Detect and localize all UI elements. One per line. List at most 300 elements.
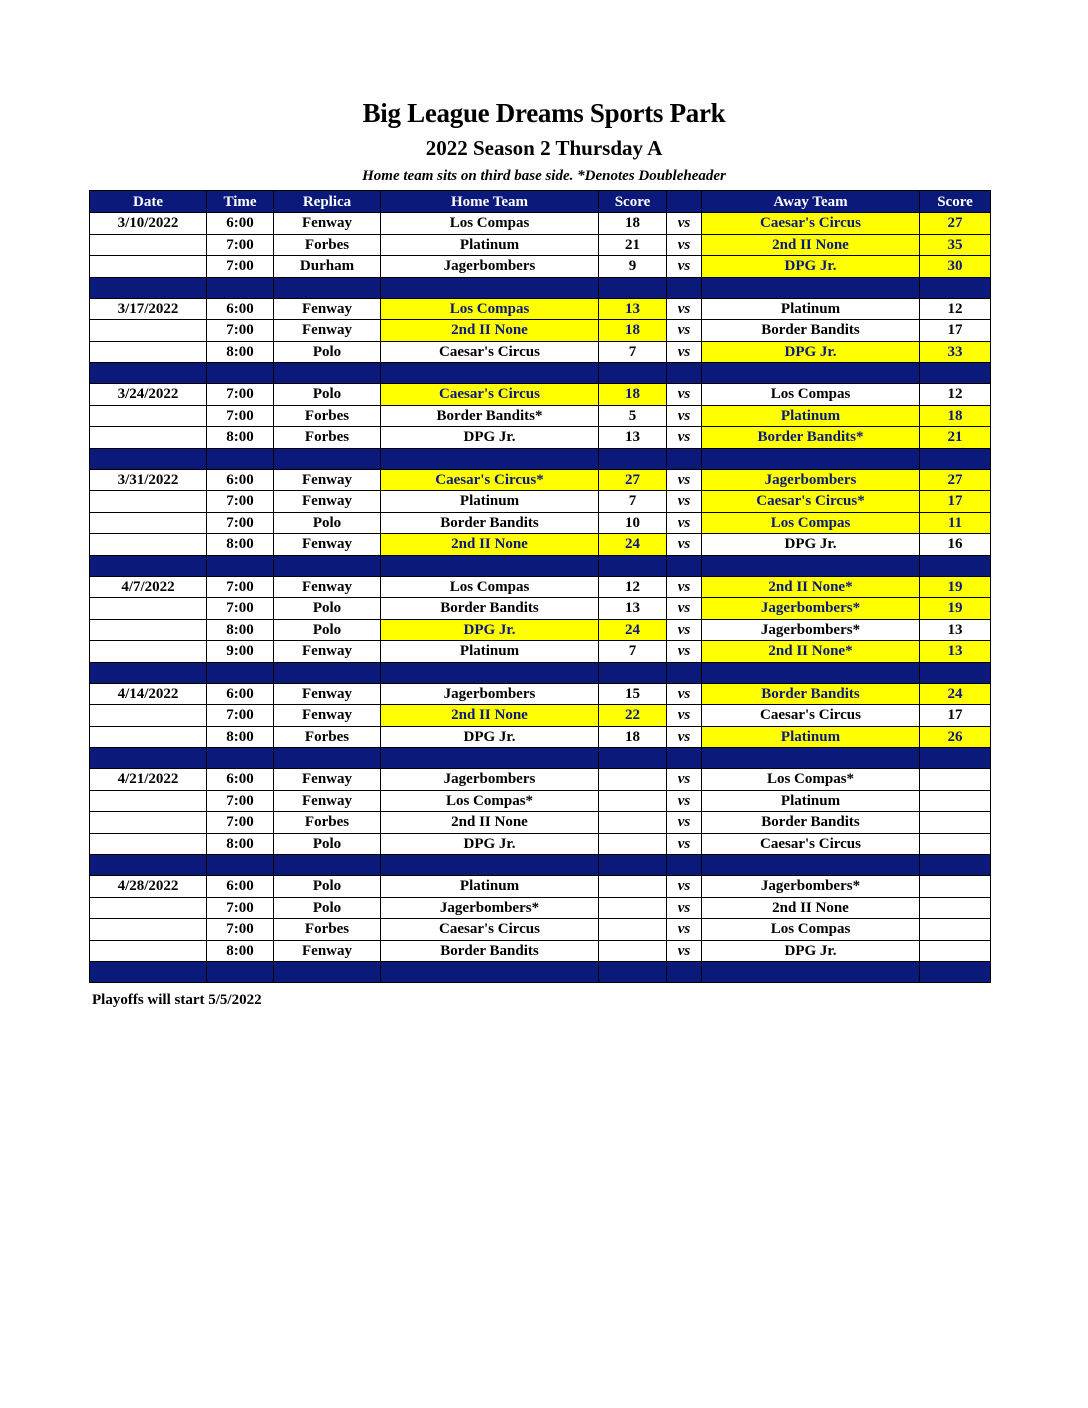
game-field: Polo (274, 341, 381, 363)
game-row (90, 213, 991, 235)
away-score: 18 (920, 405, 991, 427)
home-team: Jagerbombers (381, 683, 599, 705)
game-time: 7:00 (207, 812, 274, 834)
separator-cell (207, 555, 274, 576)
game-row (90, 405, 991, 427)
game-row (90, 726, 991, 748)
vs-label: vs (667, 769, 702, 791)
col-header-home-team: Home Team (381, 191, 599, 213)
away-team: Platinum (702, 726, 920, 748)
game-row (90, 812, 991, 834)
separator-cell (274, 363, 381, 384)
game-time: 7:00 (207, 598, 274, 620)
game-row (90, 491, 991, 513)
away-score: 19 (920, 598, 991, 620)
separator-cell (599, 962, 667, 983)
footer-note: Playoffs will start 5/5/2022 (92, 992, 262, 1008)
vs-label: vs (667, 598, 702, 620)
game-field: Polo (274, 619, 381, 641)
vs-label: vs (667, 469, 702, 491)
away-score: 21 (920, 427, 991, 449)
separator-cell (207, 363, 274, 384)
game-time: 6:00 (207, 683, 274, 705)
home-score: 22 (599, 705, 667, 727)
separator-cell (702, 277, 920, 298)
separator-cell (702, 448, 920, 469)
game-date-empty (90, 641, 207, 663)
game-time: 7:00 (207, 491, 274, 513)
game-field: Durham (274, 256, 381, 278)
home-team: 2nd II None (381, 320, 599, 342)
game-field: Forbes (274, 919, 381, 941)
separator-cell (920, 748, 991, 769)
separator-cell (599, 555, 667, 576)
home-team: 2nd II None (381, 812, 599, 834)
away-score: 12 (920, 384, 991, 406)
vs-label: vs (667, 384, 702, 406)
away-score: 33 (920, 341, 991, 363)
home-score (599, 833, 667, 855)
home-score: 27 (599, 469, 667, 491)
home-team: Border Bandits (381, 598, 599, 620)
game-time: 7:00 (207, 790, 274, 812)
vs-label: vs (667, 641, 702, 663)
home-team: Border Bandits (381, 512, 599, 534)
game-date: 3/24/2022 (90, 384, 207, 406)
vs-label: vs (667, 940, 702, 962)
vs-label: vs (667, 427, 702, 449)
home-team: 2nd II None (381, 534, 599, 556)
game-field: Fenway (274, 683, 381, 705)
away-score (920, 833, 991, 855)
game-field: Polo (274, 384, 381, 406)
separator-cell (920, 855, 991, 876)
separator-cell (381, 855, 599, 876)
game-date-empty (90, 897, 207, 919)
away-team: Los Compas (702, 919, 920, 941)
vs-label: vs (667, 341, 702, 363)
away-score: 12 (920, 298, 991, 320)
week-separator (90, 662, 991, 683)
game-time: 8:00 (207, 940, 274, 962)
game-field: Fenway (274, 491, 381, 513)
game-field: Polo (274, 598, 381, 620)
away-score: 27 (920, 469, 991, 491)
away-score: 19 (920, 576, 991, 598)
game-time: 7:00 (207, 320, 274, 342)
game-field: Forbes (274, 726, 381, 748)
game-time: 6:00 (207, 876, 274, 898)
away-score (920, 940, 991, 962)
game-row (90, 940, 991, 962)
separator-cell (702, 363, 920, 384)
home-score: 13 (599, 427, 667, 449)
away-team: Jagerbombers* (702, 619, 920, 641)
vs-label: vs (667, 576, 702, 598)
separator-cell (702, 748, 920, 769)
home-team: Platinum (381, 876, 599, 898)
home-team: Caesar's Circus* (381, 469, 599, 491)
separator-cell (667, 662, 702, 683)
game-time: 7:00 (207, 705, 274, 727)
separator-cell (702, 962, 920, 983)
home-team: Caesar's Circus (381, 384, 599, 406)
home-score (599, 919, 667, 941)
away-team: DPG Jr. (702, 341, 920, 363)
home-team: Jagerbombers (381, 769, 599, 791)
home-team: Jagerbombers* (381, 897, 599, 919)
separator-cell (207, 662, 274, 683)
game-time: 8:00 (207, 833, 274, 855)
home-score: 12 (599, 576, 667, 598)
separator-cell (274, 748, 381, 769)
separator-cell (667, 855, 702, 876)
game-time: 7:00 (207, 405, 274, 427)
away-team: Platinum (702, 298, 920, 320)
separator-cell (920, 448, 991, 469)
home-score: 18 (599, 384, 667, 406)
away-team: Border Bandits (702, 812, 920, 834)
separator-cell (90, 855, 207, 876)
game-date: 3/17/2022 (90, 298, 207, 320)
away-score (920, 919, 991, 941)
away-team: 2nd II None* (702, 576, 920, 598)
game-field: Fenway (274, 320, 381, 342)
separator-cell (90, 555, 207, 576)
vs-label: vs (667, 619, 702, 641)
home-score: 13 (599, 298, 667, 320)
separator-cell (599, 363, 667, 384)
game-time: 9:00 (207, 641, 274, 663)
week-separator (90, 448, 991, 469)
home-score: 15 (599, 683, 667, 705)
away-team: 2nd II None* (702, 641, 920, 663)
game-row (90, 320, 991, 342)
separator-cell (381, 363, 599, 384)
home-team: Platinum (381, 491, 599, 513)
separator-cell (667, 962, 702, 983)
game-field: Forbes (274, 812, 381, 834)
separator-cell (920, 662, 991, 683)
separator-cell (599, 662, 667, 683)
game-row (90, 341, 991, 363)
week-separator (90, 363, 991, 384)
separator-cell (599, 277, 667, 298)
away-team: Caesar's Circus (702, 705, 920, 727)
separator-cell (90, 662, 207, 683)
game-row (90, 234, 991, 256)
game-time: 8:00 (207, 341, 274, 363)
game-field: Fenway (274, 705, 381, 727)
away-score: 17 (920, 705, 991, 727)
vs-label: vs (667, 320, 702, 342)
schedule-body (90, 213, 991, 983)
game-date-empty (90, 598, 207, 620)
game-time: 7:00 (207, 234, 274, 256)
away-score (920, 897, 991, 919)
separator-cell (274, 855, 381, 876)
home-score (599, 897, 667, 919)
game-row (90, 790, 991, 812)
separator-cell (90, 363, 207, 384)
vs-label: vs (667, 213, 702, 235)
game-row (90, 534, 991, 556)
game-date-empty (90, 833, 207, 855)
col-header-away-team: Away Team (702, 191, 920, 213)
game-row (90, 469, 991, 491)
vs-label: vs (667, 705, 702, 727)
separator-cell (702, 662, 920, 683)
separator-cell (920, 363, 991, 384)
away-score (920, 812, 991, 834)
game-row (90, 919, 991, 941)
week-separator (90, 855, 991, 876)
separator-cell (920, 962, 991, 983)
game-time: 7:00 (207, 576, 274, 598)
game-time: 6:00 (207, 213, 274, 235)
home-score: 7 (599, 491, 667, 513)
game-field: Polo (274, 512, 381, 534)
vs-label: vs (667, 298, 702, 320)
game-field: Polo (274, 833, 381, 855)
home-team: Border Bandits* (381, 405, 599, 427)
home-score: 13 (599, 598, 667, 620)
separator-cell (702, 555, 920, 576)
separator-cell (207, 855, 274, 876)
col-header-date: Date (90, 191, 207, 213)
away-score: 11 (920, 512, 991, 534)
away-score: 13 (920, 641, 991, 663)
game-field: Fenway (274, 641, 381, 663)
game-time: 7:00 (207, 919, 274, 941)
home-score: 24 (599, 619, 667, 641)
week-separator (90, 962, 991, 983)
game-date-empty (90, 812, 207, 834)
away-team: Caesar's Circus (702, 213, 920, 235)
away-team: DPG Jr. (702, 256, 920, 278)
separator-cell (599, 748, 667, 769)
game-row (90, 683, 991, 705)
game-row (90, 641, 991, 663)
game-time: 7:00 (207, 384, 274, 406)
week-separator (90, 277, 991, 298)
away-score: 13 (920, 619, 991, 641)
home-team: Jagerbombers (381, 256, 599, 278)
home-team: Los Compas* (381, 790, 599, 812)
game-field: Forbes (274, 405, 381, 427)
vs-label: vs (667, 919, 702, 941)
separator-cell (381, 448, 599, 469)
home-team: DPG Jr. (381, 726, 599, 748)
game-row (90, 705, 991, 727)
away-team: Jagerbombers (702, 469, 920, 491)
separator-cell (207, 448, 274, 469)
separator-cell (207, 962, 274, 983)
vs-label: vs (667, 512, 702, 534)
separator-cell (381, 662, 599, 683)
separator-cell (274, 662, 381, 683)
home-team: DPG Jr. (381, 427, 599, 449)
home-score (599, 940, 667, 962)
away-score (920, 790, 991, 812)
vs-label: vs (667, 812, 702, 834)
away-team: Jagerbombers* (702, 876, 920, 898)
vs-label: vs (667, 405, 702, 427)
game-row (90, 598, 991, 620)
separator-cell (381, 555, 599, 576)
vs-label: vs (667, 683, 702, 705)
game-date-empty (90, 512, 207, 534)
game-row (90, 576, 991, 598)
vs-label: vs (667, 790, 702, 812)
home-team: Los Compas (381, 298, 599, 320)
game-date-empty (90, 256, 207, 278)
away-score: 26 (920, 726, 991, 748)
separator-cell (274, 448, 381, 469)
home-score: 18 (599, 726, 667, 748)
game-date-empty (90, 427, 207, 449)
away-team: Border Bandits (702, 683, 920, 705)
game-row (90, 256, 991, 278)
away-team: 2nd II None (702, 897, 920, 919)
game-field: Fenway (274, 576, 381, 598)
separator-cell (667, 363, 702, 384)
week-separator (90, 748, 991, 769)
col-header-away-score: Score (920, 191, 991, 213)
game-date-empty (90, 705, 207, 727)
header-row (90, 191, 991, 213)
vs-label: vs (667, 534, 702, 556)
home-score: 18 (599, 320, 667, 342)
away-team: DPG Jr. (702, 534, 920, 556)
separator-cell (207, 277, 274, 298)
away-score: 27 (920, 213, 991, 235)
game-row (90, 427, 991, 449)
separator-cell (381, 962, 599, 983)
separator-cell (274, 962, 381, 983)
home-score (599, 812, 667, 834)
separator-cell (274, 555, 381, 576)
away-team: Platinum (702, 790, 920, 812)
separator-cell (599, 855, 667, 876)
away-team: Los Compas (702, 512, 920, 534)
game-time: 6:00 (207, 298, 274, 320)
away-team: Caesar's Circus (702, 833, 920, 855)
game-date-empty (90, 341, 207, 363)
home-team: Platinum (381, 641, 599, 663)
game-row (90, 769, 991, 791)
game-time: 8:00 (207, 534, 274, 556)
game-date: 4/7/2022 (90, 576, 207, 598)
game-date-empty (90, 405, 207, 427)
home-score: 18 (599, 213, 667, 235)
home-team: Los Compas (381, 576, 599, 598)
game-date-empty (90, 919, 207, 941)
game-row (90, 619, 991, 641)
away-score: 24 (920, 683, 991, 705)
col-header-vs (667, 191, 702, 213)
page-title: Big League Dreams Sports Park (362, 98, 726, 128)
game-date-empty (90, 726, 207, 748)
vs-label: vs (667, 491, 702, 513)
separator-cell (599, 448, 667, 469)
separator-cell (381, 277, 599, 298)
separator-cell (274, 277, 381, 298)
away-team: Jagerbombers* (702, 598, 920, 620)
game-time: 8:00 (207, 427, 274, 449)
game-field: Fenway (274, 534, 381, 556)
away-score: 16 (920, 534, 991, 556)
game-date: 4/28/2022 (90, 876, 207, 898)
home-score (599, 790, 667, 812)
game-time: 6:00 (207, 469, 274, 491)
game-field: Fenway (274, 790, 381, 812)
game-field: Polo (274, 876, 381, 898)
game-date-empty (90, 619, 207, 641)
separator-cell (667, 448, 702, 469)
game-field: Forbes (274, 234, 381, 256)
game-field: Fenway (274, 940, 381, 962)
home-score (599, 769, 667, 791)
separator-cell (920, 277, 991, 298)
game-time: 8:00 (207, 619, 274, 641)
home-team: DPG Jr. (381, 833, 599, 855)
home-team: Border Bandits (381, 940, 599, 962)
separator-cell (381, 748, 599, 769)
game-row (90, 897, 991, 919)
home-score: 24 (599, 534, 667, 556)
col-header-replica: Replica (274, 191, 381, 213)
game-date-empty (90, 491, 207, 513)
home-team: DPG Jr. (381, 619, 599, 641)
game-date: 4/14/2022 (90, 683, 207, 705)
home-team: 2nd II None (381, 705, 599, 727)
week-separator (90, 555, 991, 576)
home-score: 7 (599, 641, 667, 663)
separator-cell (90, 962, 207, 983)
schedule-table (89, 190, 991, 983)
game-time: 8:00 (207, 726, 274, 748)
game-date-empty (90, 940, 207, 962)
away-team: Platinum (702, 405, 920, 427)
separator-cell (90, 748, 207, 769)
home-score: 5 (599, 405, 667, 427)
home-score: 9 (599, 256, 667, 278)
home-score (599, 876, 667, 898)
col-header-time: Time (207, 191, 274, 213)
game-field: Forbes (274, 427, 381, 449)
separator-cell (667, 555, 702, 576)
header-note: Home team sits on third base side. *Denotes Doubleheader (362, 168, 726, 184)
game-row (90, 298, 991, 320)
separator-cell (920, 555, 991, 576)
away-team: DPG Jr. (702, 940, 920, 962)
col-header-home-score: Score (599, 191, 667, 213)
home-team: Caesar's Circus (381, 919, 599, 941)
separator-cell (667, 277, 702, 298)
game-row (90, 833, 991, 855)
home-score: 7 (599, 341, 667, 363)
game-date-empty (90, 534, 207, 556)
away-score: 17 (920, 320, 991, 342)
separator-cell (702, 855, 920, 876)
away-team: Border Bandits (702, 320, 920, 342)
game-time: 7:00 (207, 256, 274, 278)
game-date: 3/31/2022 (90, 469, 207, 491)
game-date: 3/10/2022 (90, 213, 207, 235)
game-field: Polo (274, 897, 381, 919)
game-row (90, 876, 991, 898)
